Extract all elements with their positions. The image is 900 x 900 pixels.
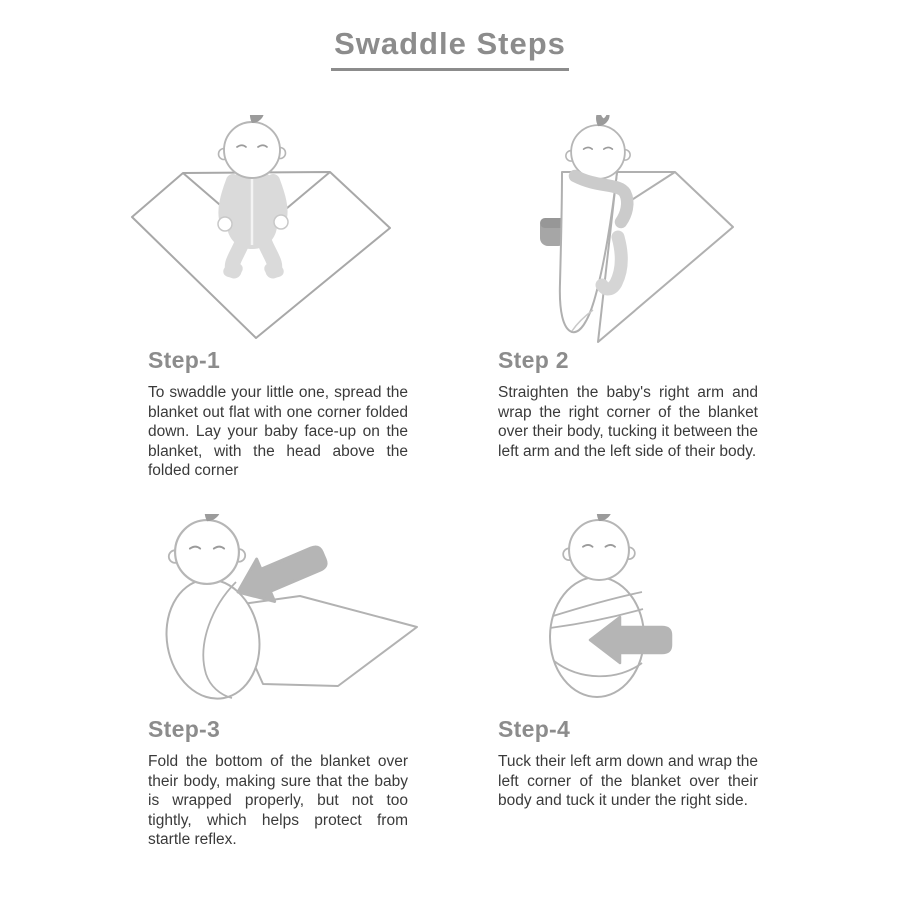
page-title: Swaddle Steps xyxy=(331,26,569,71)
baby-right-hand xyxy=(274,215,288,229)
step-4-illustration xyxy=(498,514,758,714)
page-header xyxy=(0,26,900,71)
step-1-label: Step-1 xyxy=(148,347,221,373)
baby-head-icon xyxy=(219,115,286,178)
step-3-section xyxy=(148,514,408,850)
step-2-description: Straighten the baby's right arm and wrap the right corner of the blanket over their body, tucking it between the left arm and the left side of their body. xyxy=(498,384,758,460)
baby-head-icon xyxy=(169,514,245,584)
baby-head-icon xyxy=(563,514,635,580)
step-4-description: Tuck their left arm down and wrap the left corner of the blanket over their body and tuck it under the right side. xyxy=(498,752,758,810)
step-2-illustration xyxy=(498,115,758,345)
step-4-section xyxy=(498,514,758,850)
steps-grid xyxy=(148,115,758,850)
step-3-description: Fold the bottom of the blanket over their body, making sure that the baby is wrapped properly, but not too tightly, which helps protect from startle reflex. xyxy=(148,752,408,849)
left-corner-tuck-illustration xyxy=(540,514,730,719)
baby-on-open-blanket-illustration xyxy=(130,115,440,345)
step-3-illustration xyxy=(148,514,408,714)
step-1-illustration xyxy=(148,115,408,345)
step-1-description: To swaddle your little one, spread the blanket out flat with one corner folded down. Lay your baby face-up on the blanket, with the head above the folded corner xyxy=(148,384,408,480)
baby-left-hand xyxy=(218,217,232,231)
bottom-fold-illustration xyxy=(150,514,440,714)
step-2-label: Step 2 xyxy=(498,347,569,373)
step-1-section xyxy=(148,115,408,481)
right-corner-wrapped-illustration xyxy=(520,115,780,345)
step-2-section xyxy=(498,115,758,481)
baby-head-icon xyxy=(566,115,630,179)
step-3-label: Step-3 xyxy=(148,715,221,742)
step-4-label: Step-4 xyxy=(498,715,571,742)
